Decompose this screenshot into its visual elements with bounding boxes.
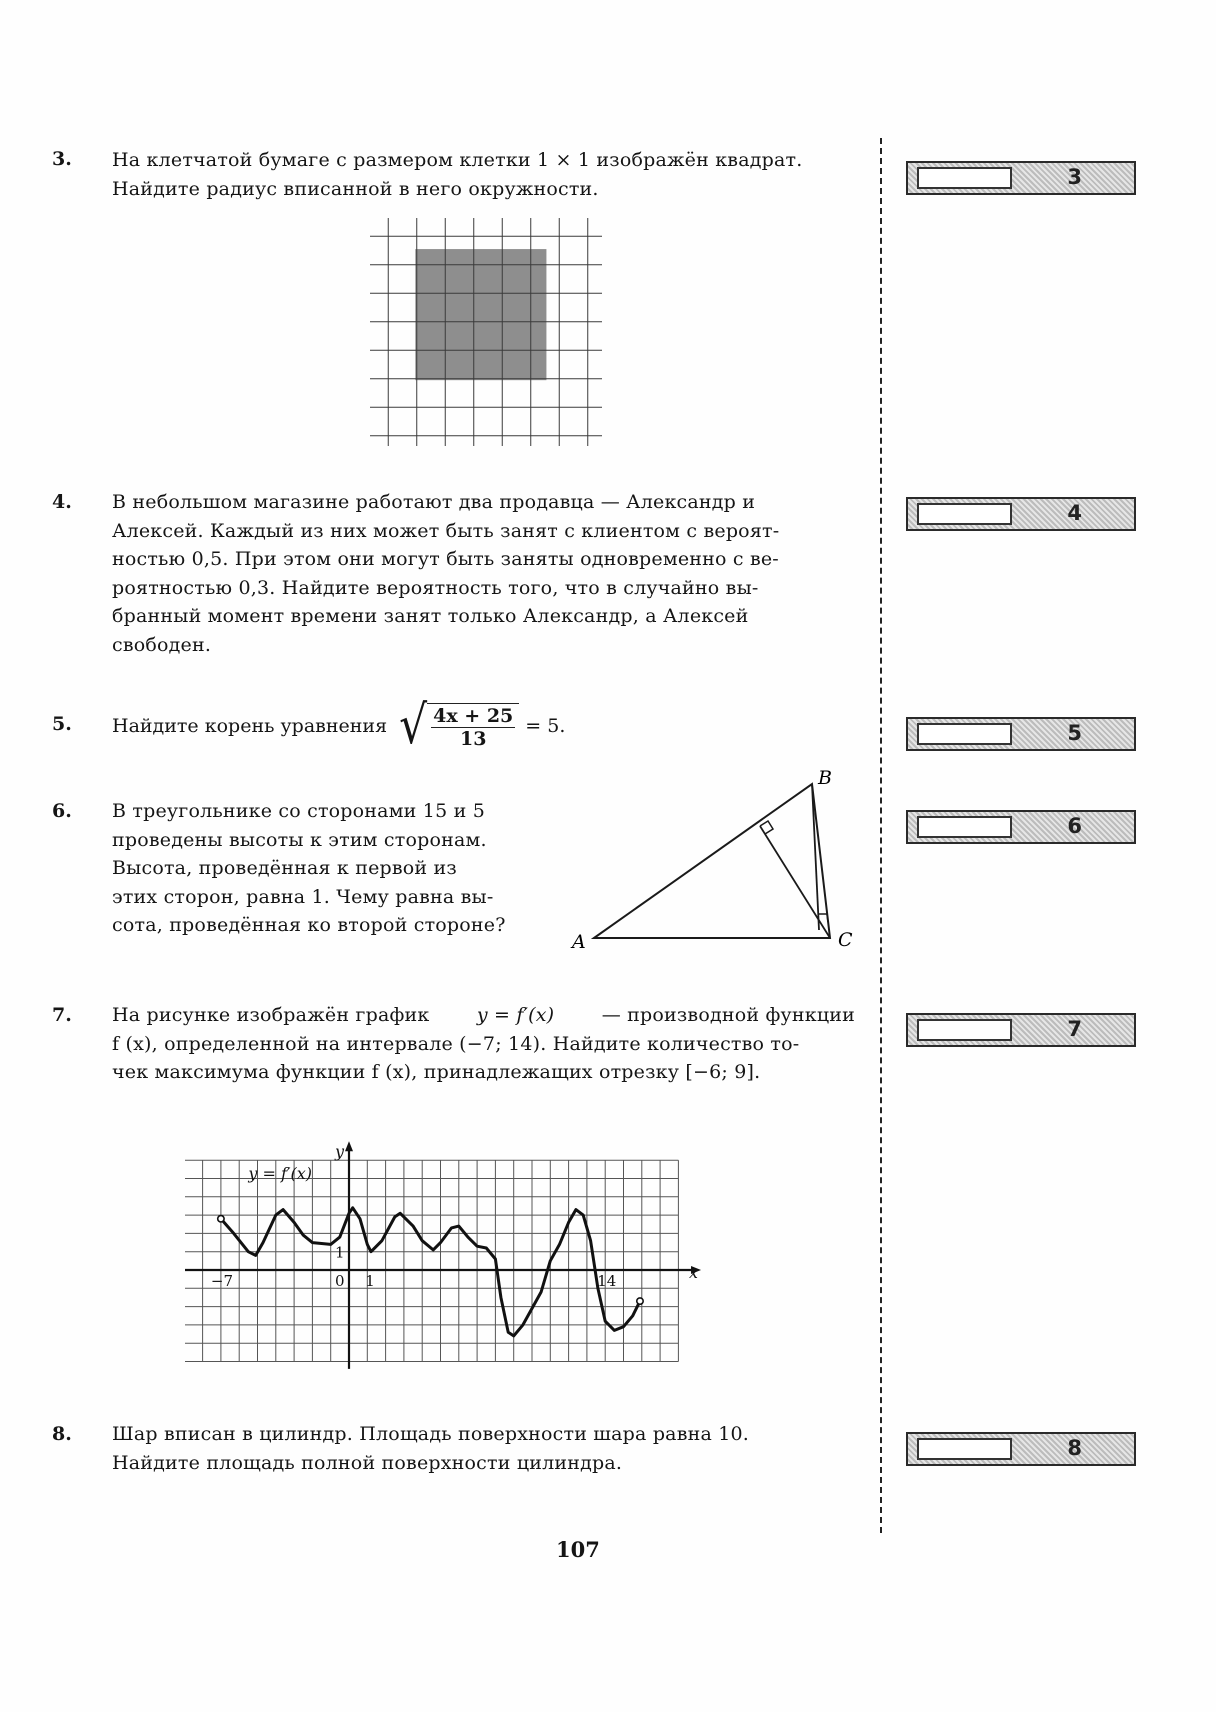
problem-4-line: бранный момент времени занят только Александр, а Алексей — [112, 605, 749, 627]
problem-7-line: чек максимума функции f (x), принадлежащих отрезку [−6; 9]. — [112, 1061, 761, 1083]
derivative-curve — [221, 1208, 640, 1336]
vertex-label-c: C — [838, 929, 853, 951]
problem-7-formula: y = f′(x) — [476, 1004, 555, 1026]
graph-title: y = f′(x) — [248, 1163, 313, 1183]
cut-line — [880, 138, 882, 1533]
problem-4-line: Алексей. Каждый из них может быть занят с клиентом с вероят- — [112, 519, 780, 542]
problem-8-number: 8. — [52, 1423, 72, 1445]
problem-5-text — [112, 696, 565, 756]
shaded-square — [415, 249, 546, 380]
answer-box-5 — [906, 717, 1136, 751]
problem-7-text — [112, 1001, 855, 1087]
y-axis-arrow — [345, 1141, 353, 1151]
problem-5-number: 5. — [52, 713, 72, 735]
problem-6-line: Высота, проведённая к первой из — [112, 857, 457, 879]
problem-4-line: свободен. — [112, 633, 212, 656]
problem-7-line1-b: — производной функции — [601, 1004, 855, 1026]
problem-8-line: Шар вписан в цилиндр. Площадь поверхности шара равна 10. — [112, 1423, 750, 1445]
problem-6-text — [112, 797, 535, 940]
vertex-label-b: B — [818, 767, 832, 789]
answer-box-3 — [906, 161, 1136, 195]
problem-6-line: В треугольнике со сторонами 15 и 5 — [112, 800, 485, 822]
answer-box-4 — [906, 497, 1136, 531]
answer-box-label: 8 — [1067, 1436, 1082, 1460]
problem-4-number: 4. — [52, 491, 72, 513]
vertex-label-a: A — [572, 931, 586, 953]
problem-6-number: 6. — [52, 800, 72, 822]
tick-label-x-neg7: −7 — [210, 1272, 234, 1290]
page-number: 107 — [556, 1537, 600, 1562]
triangle — [594, 784, 830, 938]
problem-7-line: f (x), определенной на интервале (−7; 14). Найдите количество то- — [112, 1032, 800, 1055]
problem-3-line: Найдите радиус вписанной в него окружности. — [112, 177, 599, 200]
radical-sign: √ — [399, 694, 428, 756]
problem-5-rhs: = 5. — [525, 715, 566, 737]
problem-3-square-figure — [370, 218, 602, 446]
problem-4-line: В небольшом магазине работают два продавца — Александр и — [112, 491, 756, 513]
answer-box-label: 6 — [1067, 814, 1082, 838]
problem-4-line: роятностью 0,3. Найдите вероятность того, что в случайно вы- — [112, 576, 759, 599]
problem-6-line: этих сторон, равна 1. Чему равна вы- — [112, 885, 494, 908]
tick-label-x-14: 14 — [597, 1272, 617, 1290]
fraction-denominator: 13 — [459, 727, 487, 750]
answer-box-8 — [906, 1432, 1136, 1466]
open-endpoint — [637, 1298, 643, 1304]
problem-7-number: 7. — [52, 1004, 72, 1026]
answer-field-4[interactable] — [917, 503, 1012, 525]
fraction-numerator: 4x + 25 — [433, 704, 514, 727]
triangle-figure — [568, 760, 868, 960]
problem-8-text — [112, 1420, 855, 1477]
problem-7-line-1 — [112, 1001, 855, 1030]
answer-field-7[interactable] — [917, 1019, 1012, 1041]
problem-3-line: На клетчатой бумаге с размером клетки 1 × 1 изображён квадрат. — [112, 149, 803, 171]
problem-4-text — [112, 488, 855, 659]
x-axis-label: x — [689, 1263, 699, 1282]
answer-field-8[interactable] — [917, 1438, 1012, 1460]
tick-label-y-1: 1 — [335, 1243, 345, 1262]
problem-6-line: проведены высоты к этим сторонам. — [112, 828, 487, 851]
problem-6-line: сота, проведённая ко второй стороне? — [112, 914, 506, 936]
problem-3-text — [112, 146, 855, 203]
answer-box-6 — [906, 810, 1136, 844]
tick-label-x-1: 1 — [365, 1272, 375, 1290]
answer-field-6[interactable] — [917, 816, 1012, 838]
answer-box-label: 5 — [1067, 721, 1082, 745]
tick-label-origin: 0 — [335, 1272, 345, 1290]
y-axis-label: y — [335, 1141, 345, 1161]
problem-5-lead: Найдите корень уравнения — [112, 715, 388, 737]
answer-field-3[interactable] — [917, 167, 1012, 189]
answer-box-label: 7 — [1067, 1017, 1082, 1041]
answer-box-label: 3 — [1067, 165, 1082, 189]
answer-field-5[interactable] — [917, 723, 1012, 745]
problem-3-number: 3. — [52, 148, 72, 170]
derivative-graph — [185, 1110, 785, 1380]
problem-8-line: Найдите площадь полной поверхности цилиндра. — [112, 1451, 623, 1474]
problem-5-fraction — [427, 703, 519, 750]
answer-box-7 — [906, 1013, 1136, 1047]
answer-box-label: 4 — [1067, 501, 1082, 525]
problem-7-line1-a: На рисунке изображён график — [112, 1004, 430, 1026]
problem-4-line: ностью 0,5. При этом они могут быть заняты одновременно с ве- — [112, 548, 779, 570]
open-endpoint — [218, 1216, 224, 1222]
